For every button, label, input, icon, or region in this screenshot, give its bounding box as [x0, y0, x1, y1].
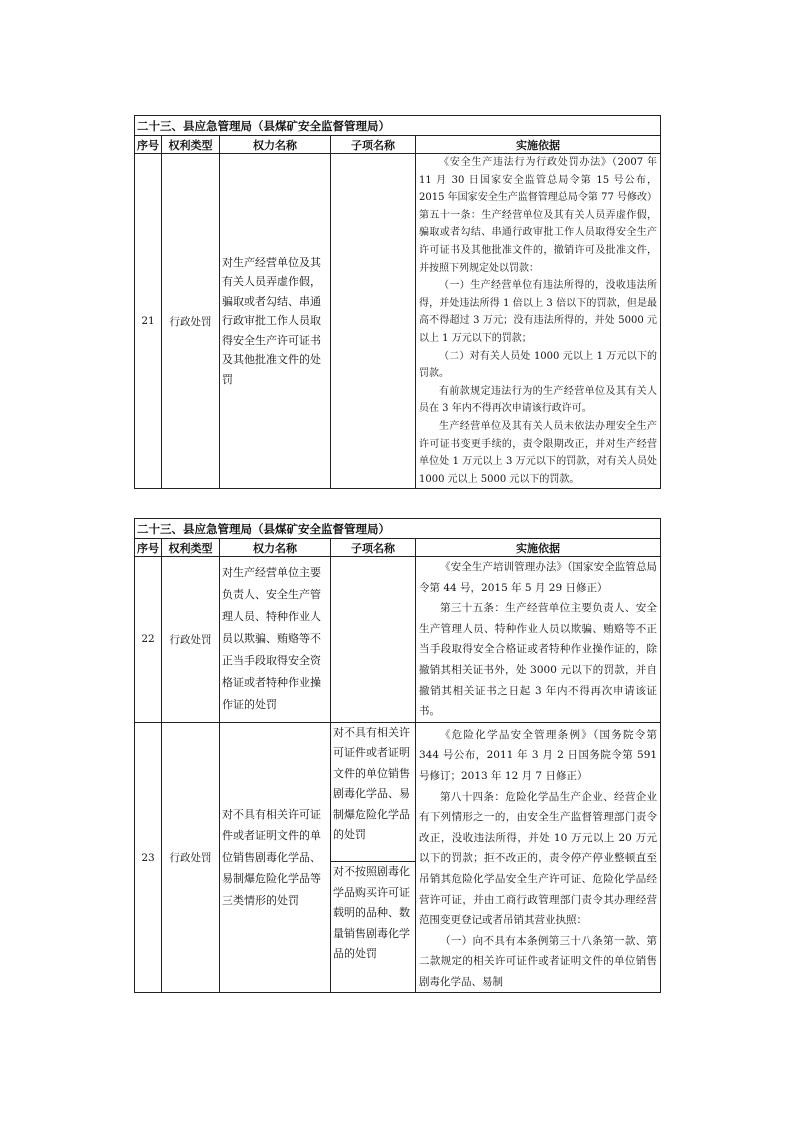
row-power-name: 对生产经营单位及其有关人员弄虚作假，骗取或者勾结、串通行政审批工作人员取得安全生产许可证书及其他批准文件的处罚: [220, 154, 331, 489]
row-basis: [416, 557, 661, 723]
basis-paragraph: 第八十四条：危险化学品生产企业、经营企业有下列情形之一的，由安全生产监督管理部门责令改正，没收违法所得，并处 10 万元以上 20 万元以下的罚款；拒不改正的，责令停产停业整顿直至吊销其危险化学品安全生产许可证、危险化学品经营许可证，并由工商行政管理部门责令其办理经营范围变更登记或者吊销其营业执照：: [419, 790, 658, 927]
row-power-name: 对不具有相关许可证件或者证明文件的单位销售剧毒化学品、易制爆危险化学品等三类情形的处罚: [220, 722, 331, 993]
section-title: 二十三、县应急管理局（县煤矿安全监督管理局）: [135, 116, 661, 136]
section-title: 二十三、县应急管理局（县煤矿安全监督管理局）: [135, 519, 661, 539]
row-sub-item: [331, 154, 416, 489]
basis-paragraph: 《安全生产违法行为行政处罚办法》（2007 年 11 月 30 日国家安全监管总局令第 15 号公布，2015 年国家安全生产监督管理总局令第 77 号修改）第五十一条：生产经营单位及其有关人员弄虚作假，骗取或者勾结、串通行政审批工作人员取得安全生产许可证书及其他批准文件的，撤销许可及批准文件，并按照下列规定处以罚款：: [419, 157, 658, 274]
row-no: 23: [135, 722, 162, 993]
row-sub-item: 对不具有相关许可证件或者证明文件的单位销售剧毒化学品、易制爆危险化学品的处罚: [331, 722, 416, 861]
basis-paragraph: （二）对有关人员处 1000 元以上 1 万元以下的罚款。: [419, 350, 658, 380]
table-row: [135, 154, 661, 489]
row-basis: [416, 154, 661, 489]
table-row: [135, 557, 661, 723]
row-kind: 行政处罚: [162, 154, 220, 489]
basis-paragraph: （一）生产经营单位有违法所得的，没收违法所得，并处违法所得 1 倍以上 3 倍以下的罚款，但是最高不得超过 3 万元；没有违法所得的，并处 5000 元以上 1 万元以下的罚款；: [419, 280, 658, 344]
header-basis: 实施依据: [416, 539, 661, 557]
basis-paragraph: 《安全生产培训管理办法》（国家安全监管总局令第 44 号，2015 年 5 月 29 日修正）: [419, 561, 658, 594]
row-sub-item: 对不按照剧毒化学品购买许可证载明的品种、数量销售剧毒化学品的处罚: [331, 862, 416, 993]
header-kind: 权利类型: [162, 136, 220, 154]
power-table-1: [134, 115, 661, 489]
header-sub-item: 子项名称: [331, 136, 416, 154]
table-row: [135, 722, 661, 861]
row-no: 21: [135, 154, 162, 489]
basis-paragraph: 《危险化学品安全管理条例》（国务院令第 344 号公布，2011 年 3 月 2 日国务院令第 591 号修订；2013 年 12 月 7 日修正）: [419, 728, 658, 782]
basis-paragraph: 第三十五条：生产经营单位主要负责人、安全生产管理人员、特种作业人员以欺骗、贿赂等不正当手段取得安全合格证或者特种作业操作证的，除撤销其相关证书外，处 3000 元以下的罚款，并自撤销其相关证书之日起 3 年内不得再次申请该证书。: [419, 602, 658, 718]
header-no: 序号: [135, 539, 162, 557]
power-table-2: [134, 518, 661, 993]
row-kind: 行政处罚: [162, 557, 220, 723]
row-power-name: 对生产经营单位主要负责人、安全生产管理人员、特种作业人员以欺骗、贿赂等不正当手段取得安全资格证或者特种作业操作证的处罚: [220, 557, 331, 723]
basis-paragraph: 生产经营单位及其有关人员未依法办理安全生产许可证书变更手续的，责令限期改正，并对生产经营单位处 1 万元以上 3 万元以下的罚款，对有关人员处 1000 元以上 5000 元以下的罚款。: [419, 420, 658, 485]
header-no: 序号: [135, 136, 162, 154]
row-no: 22: [135, 557, 162, 723]
header-basis: 实施依据: [416, 136, 661, 154]
header-kind: 权利类型: [162, 539, 220, 557]
header-power-name: 权力名称: [220, 539, 331, 557]
header-power-name: 权力名称: [220, 136, 331, 154]
basis-paragraph: 有前款规定违法行为的生产经营单位及其有关人员在 3 年内不得再次申请该行政许可。: [419, 385, 658, 415]
row-sub-item: [331, 557, 416, 723]
header-sub-item: 子项名称: [331, 539, 416, 557]
row-basis: [416, 722, 661, 993]
row-kind: 行政处罚: [162, 722, 220, 993]
basis-paragraph: （一）向不具有本条例第三十八条第一款、第二款规定的相关许可证件或者证明文件的单位销售剧毒化学品、易制: [419, 934, 658, 988]
